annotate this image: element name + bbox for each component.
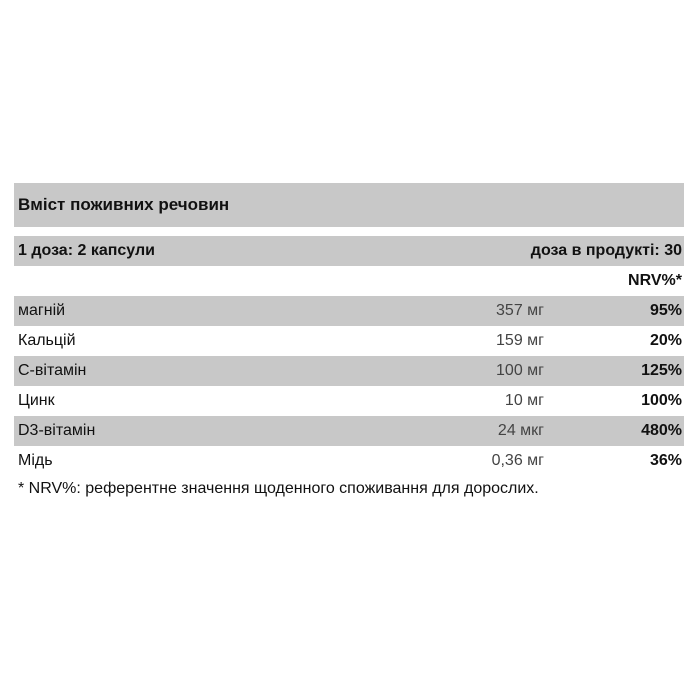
nutrient-amount: 0,36 мг: [491, 452, 544, 469]
dose-header-row: [14, 236, 684, 266]
nutrient-nrv: 480%: [641, 422, 682, 439]
nutrient-amount: 159 мг: [496, 332, 544, 349]
table-row: [14, 356, 684, 386]
nrv-header-row: [14, 266, 684, 296]
nutrient-name: Цинк: [18, 392, 55, 409]
nutrient-name: C-вітамін: [18, 362, 87, 379]
nutrient-nrv: 95%: [649, 302, 682, 319]
nutrient-name: магній: [18, 302, 66, 319]
servings-per-container: доза в продукті: 30: [530, 242, 682, 259]
nutrient-amount: 100 мг: [496, 362, 544, 379]
nutrient-amount: 24 мкг: [497, 422, 544, 439]
nrv-footnote: * NRV%: референтне значення щоденного споживання для дорослих.: [18, 480, 539, 497]
nutrient-nrv: 100%: [641, 392, 682, 409]
dose-per-serving: 1 доза: 2 капсули: [18, 242, 155, 259]
title-spacer: [14, 228, 684, 236]
nutrient-name: Мідь: [18, 452, 53, 469]
table-row: [14, 296, 684, 326]
table-row: [14, 446, 684, 476]
table-row: [14, 386, 684, 416]
table-row: [14, 326, 684, 356]
table-row: [14, 416, 684, 446]
nutrient-nrv: 36%: [649, 452, 682, 469]
nutrient-amount: 357 мг: [496, 302, 544, 319]
nutrient-name: D3-вітамін: [18, 422, 96, 439]
nutrition-table: [14, 183, 684, 498]
nutrient-amount: 10 мг: [504, 392, 544, 409]
nutrient-name: Кальцій: [18, 332, 76, 349]
nutrient-nrv: 125%: [641, 362, 682, 379]
nrv-column-header: NRV%*: [628, 272, 682, 289]
table-title: Вміст поживних речовин: [14, 183, 684, 228]
nutrient-nrv: 20%: [649, 332, 682, 349]
